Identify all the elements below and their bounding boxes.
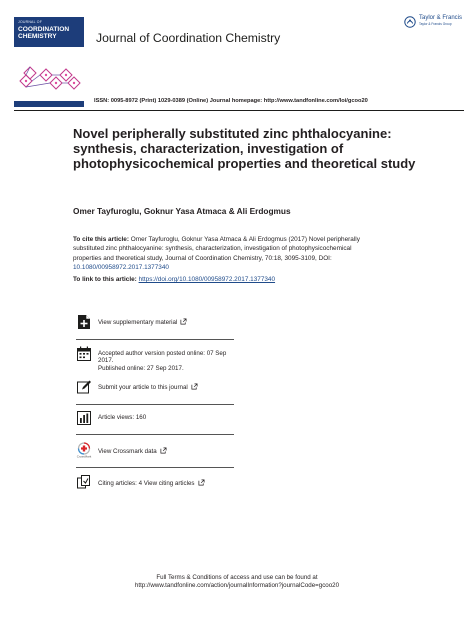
publisher-logo[interactable] xyxy=(404,15,464,29)
citing-articles-row[interactable] xyxy=(76,474,234,492)
article-link-label: To link to this article: xyxy=(73,276,137,283)
submit-link xyxy=(98,383,198,391)
article-views-text: Article views: 160 xyxy=(98,414,147,421)
terms-footer xyxy=(0,574,474,589)
crossmark-link xyxy=(98,447,167,455)
supplementary-link-text[interactable]: View supplementary material xyxy=(98,319,178,326)
citation-doi-link[interactable]: 10.1080/00958972.2017.1377340 xyxy=(73,263,169,271)
article-doi-link[interactable]: https://doi.org/10.1080/00958972.2017.1377340 xyxy=(138,276,276,283)
crossmark-icon xyxy=(76,442,92,458)
publication-dates-row xyxy=(76,346,234,376)
issn-homepage-line[interactable]: ISSN: 0095-8972 (Print) 1029-0389 (Online) Journal homepage: http://www.tandfonline.com/loi/gcoo20 xyxy=(94,98,368,104)
terms-footer-url[interactable]: http://www.tandfonline.com/action/journalInformation?journalCode=gcoo20 xyxy=(134,581,340,589)
cover-title: COORDINATION CHEMISTRY xyxy=(18,26,70,40)
submit-article-row[interactable] xyxy=(76,379,234,397)
citing-articles-link xyxy=(98,479,205,487)
submit-link-text[interactable]: Submit your article to this journal xyxy=(98,384,188,391)
external-link-icon xyxy=(180,318,187,325)
supplementary-row[interactable] xyxy=(76,314,234,332)
cover-footer-band xyxy=(14,101,84,107)
crossmark-row[interactable] xyxy=(76,442,234,462)
external-link-icon xyxy=(160,447,167,454)
publisher-name: Taylor & Francis xyxy=(419,15,463,21)
citing-articles-text[interactable]: Citing articles: 4 View citing articles xyxy=(98,480,195,487)
citing-documents-icon xyxy=(76,474,92,490)
citation-label: To cite this article: xyxy=(73,236,129,243)
terms-footer-line1: Full Terms & Conditions of access and use can be found at xyxy=(156,574,318,581)
citation-block xyxy=(73,235,373,272)
bar-chart-icon xyxy=(76,410,92,426)
journal-cover-image xyxy=(14,17,84,107)
header-divider xyxy=(14,110,464,111)
cover-title-band xyxy=(14,17,84,47)
supplementary-link xyxy=(98,318,187,326)
edit-pencil-icon xyxy=(76,379,92,395)
row-divider xyxy=(76,434,234,435)
article-title: Novel peripherally substituted zinc phthalocyanine: synthesis, characterization, investigation of photophysicochemical properties and theoretical study xyxy=(73,126,416,171)
row-divider xyxy=(76,339,234,340)
calendar-icon xyxy=(76,346,92,362)
crossmark-badge-text: CrossMark xyxy=(76,454,92,458)
row-divider xyxy=(76,467,234,468)
citation-text: Omer Tayfuroglu, Goknur Yasa Atmaca & Ali Erdogmus (2017) Novel peripherally substituted zinc phthalocyanine: synthesis, characterization, investigation of photophysicochemical properties and theoretical study, Journal of Coordination Chemistry, 70:18, 3095-3109, DOI: xyxy=(73,236,360,262)
article-link-line xyxy=(73,276,275,283)
row-divider xyxy=(76,404,234,405)
publisher-logo-icon xyxy=(404,16,416,28)
journal-title: Journal of Coordination Chemistry xyxy=(96,31,281,45)
supplementary-plus-icon xyxy=(76,314,92,330)
published-date-text: Published online: 27 Sep 2017. xyxy=(98,364,184,372)
article-authors: Omer Tayfuroglu, Goknur Yasa Atmaca & Ali Erdogmus xyxy=(73,206,291,216)
article-views-row xyxy=(76,410,234,428)
external-link-icon xyxy=(198,479,205,486)
external-link-icon xyxy=(191,383,198,390)
crossmark-link-text[interactable]: View Crossmark data xyxy=(98,448,157,455)
cover-supertitle: JOURNAL OF xyxy=(18,20,43,24)
publisher-subtitle: Taylor & Francis Group xyxy=(419,22,452,26)
molecule-artwork-icon xyxy=(14,61,84,99)
accepted-date-text: Accepted author version posted online: 07 Sep 2017. xyxy=(98,350,227,365)
